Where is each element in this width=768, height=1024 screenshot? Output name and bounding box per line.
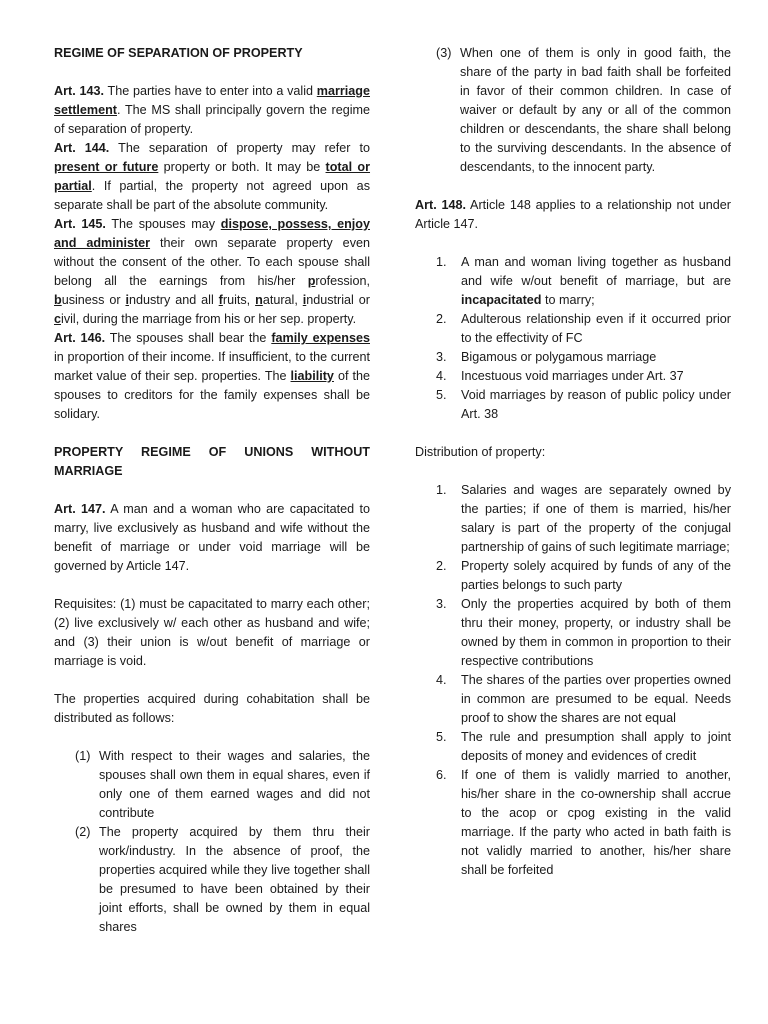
art-145-letter-n: n (255, 293, 263, 307)
art-146-text-2: in proportion of their income. If insufficient, to the current market value of their sep. properties. The (54, 350, 370, 383)
art-145-letter-p: p (307, 274, 316, 288)
list-item (415, 595, 731, 671)
art-145-term-dispose-possess: dispose, possess, enjoy and administer (54, 217, 370, 250)
distribution-heading: Distribution of property: (415, 445, 546, 459)
list-item-number: 4. (436, 369, 447, 383)
list-item (415, 367, 731, 386)
art-145-letter-i2: i (302, 293, 307, 307)
art-143-paragraph (54, 82, 370, 139)
list-item-text: Salaries and wages are separately owned by the parties; if one of them is married, his/her salary is part of the property of the conjugal partnership of gains of such legitimate marriage; (461, 483, 731, 554)
list-item-number: 3. (436, 350, 447, 364)
distribution-list (415, 481, 731, 880)
list-item-number: 5. (436, 388, 447, 402)
left-column (54, 44, 370, 937)
list-item-text: Bigamous or polygamous marriage (461, 350, 657, 364)
list-item-text: Void marriages by reason of public policy under Art. 38 (461, 388, 731, 421)
list-item (415, 557, 731, 595)
art-145-text-8: ndustrial or (306, 293, 370, 307)
art-146-text-1: The spouses shall bear the (105, 331, 272, 345)
list-item-text: If one of them is validly married to another, his/her share in the co-ownership shall accrue to the acop or cpog existing in the valid marriage. If the party who acted in bath faith is not validly married to another, his/her share shall be forfeited (461, 768, 731, 877)
cohabitation-list (54, 747, 370, 937)
list-item-number: 1. (436, 483, 447, 497)
list-item (415, 253, 731, 310)
list-item-text: Adulterous relationship even if it occurred prior to the effectivity of FC (461, 312, 731, 345)
cohabitation-list-continued (415, 44, 731, 177)
list-item-number: 1. (436, 255, 447, 269)
list-item (54, 747, 370, 823)
heading-unions-without-marriage: PROPERTY REGIME OF UNIONS WITHOUT MARRIAGE (54, 445, 370, 478)
art-143-text-1: The parties have to enter into a valid (103, 84, 317, 98)
list-item (415, 348, 731, 367)
list-item-text: The property acquired by them thru their work/industry. In the absence of proof, the properties acquired while they live together shall be presumed to have been obtained by their joint efforts, shall be owned by them in equal shares (99, 825, 370, 934)
art-145-text-9: ivil, during the marriage from his or her sep. property. (61, 312, 357, 326)
art-148-paragraph (415, 196, 731, 234)
art-146-paragraph (54, 329, 370, 424)
art-143-text-2: . The MS shall principally govern the regime of separation of property. (54, 103, 370, 136)
list-item (415, 671, 731, 728)
art-144-label: Art. 144. (54, 141, 110, 155)
list-item (415, 728, 731, 766)
list-item-number: 4. (436, 673, 447, 687)
list-item (415, 44, 731, 177)
art-147-paragraph (54, 500, 370, 576)
heading-separation-of-property: REGIME OF SEPARATION OF PROPERTY (54, 46, 303, 60)
art-144-term-total-or-partial: total or partial (54, 160, 371, 193)
list-item (54, 823, 370, 937)
list-item-text: Only the properties acquired by both of them thru their money, property, or industry shall be owned by them in common in proportion to their respective contributions (461, 597, 731, 668)
art-145-text-7: atural, (262, 293, 303, 307)
list-item-text: The rule and presumption shall apply to joint deposits of money and evidences of credit (461, 730, 731, 763)
list-item-number: (2) (75, 825, 91, 839)
art-148-label: Art. 148. (415, 198, 466, 212)
art-145-text-3: rofession, (315, 274, 370, 288)
art-145-letter-f: f (218, 293, 223, 307)
list-item-text-end: to marry; (541, 293, 595, 307)
art-145-letter-c: c (54, 312, 62, 326)
art-145-text-2: their own separate property even without the consent of the other. To each spouse shall belong all the earnings from his/her (54, 236, 370, 288)
art-143-term-marriage-settlement: marriage settlement (54, 84, 370, 117)
art-146-term-family-expenses: family expenses (271, 331, 370, 345)
list-item-text: The shares of the parties over properties owned in common are presumed to be equal. Needs proof to show the shares are not equal (461, 673, 731, 725)
list-item-number: 6. (436, 768, 447, 782)
art-143-label: Art. 143. (54, 84, 104, 98)
art-145-text-4: usiness or (61, 293, 126, 307)
list-item-number: (3) (436, 46, 452, 60)
list-item-text: Incestuous void marriages under Art. 37 (461, 369, 684, 383)
art-145-label: Art. 145. (54, 217, 106, 231)
art-148-relationships-list (415, 253, 731, 424)
art-145-text-6: ruits, (222, 293, 256, 307)
list-item-number: (1) (75, 749, 91, 763)
art-144-text-1: The separation of property may refer to (109, 141, 370, 155)
art-145-text-1: The spouses may (105, 217, 221, 231)
list-item-number: 3. (436, 597, 447, 611)
art-146-term-liability: liability (290, 369, 334, 383)
art-146-text-3: of the spouses to creditors for the family expenses shall be solidary. (54, 369, 370, 421)
list-item-number: 2. (436, 559, 447, 573)
art-147-label: Art. 147. (54, 502, 106, 516)
list-item-text: A man and woman living together as husband and wife w/out benefit of marriage, but are (461, 255, 731, 288)
list-item-text: Property solely acquired by funds of any of the parties belongs to such party (461, 559, 731, 592)
list-item (415, 766, 731, 880)
art-147-text: A man and a woman who are capacitated to marry, live exclusively as husband and wife without the benefit of marriage or under void marriage will be governed by Article 147. (54, 502, 370, 573)
art-144-paragraph (54, 139, 370, 215)
art-145-letter-i: i (125, 293, 129, 307)
art-144-text-2: property or both. It may be (158, 160, 326, 174)
requisites-paragraph: Requisites: (1) must be capacitated to marry each other; (2) live exclusively w/ each other as husband and wife; and (3) their union is w/out benefit of marriage or marriage is void. (54, 597, 370, 668)
list-item (415, 310, 731, 348)
list-item-number: 2. (436, 312, 447, 326)
list-item (415, 386, 731, 424)
art-145-text-5: ndustry and all (128, 293, 219, 307)
right-column (415, 44, 731, 880)
distribution-intro: The properties acquired during cohabitation shall be distributed as follows: (54, 692, 370, 725)
list-item-number: 5. (436, 730, 447, 744)
art-144-text-3: . If partial, the property not agreed upon as separate shall be part of the absolute community. (54, 179, 370, 212)
art-145-letter-b: b (54, 293, 62, 307)
art-145-paragraph (54, 215, 370, 329)
list-item-text: With respect to their wages and salaries, the spouses shall own them in equal shares, even if only one of them earned wages and did not contribute (99, 749, 370, 820)
art-146-label: Art. 146. (54, 331, 106, 345)
art-148-text: Article 148 applies to a relationship not under Article 147. (415, 198, 732, 231)
list-item (415, 481, 731, 557)
list-item-text: When one of them is only in good faith, the share of the party in bad faith shall be forfeited in favor of their common children. In case of waiver or default by any or all of the common children or descendants, the share shall belong to the surviving descendants. In the absence of descendants, to the innocent party. (460, 46, 731, 174)
list-item-bold-term: incapacitated (461, 293, 542, 307)
art-144-term-present-or-future: present or future (54, 160, 159, 174)
